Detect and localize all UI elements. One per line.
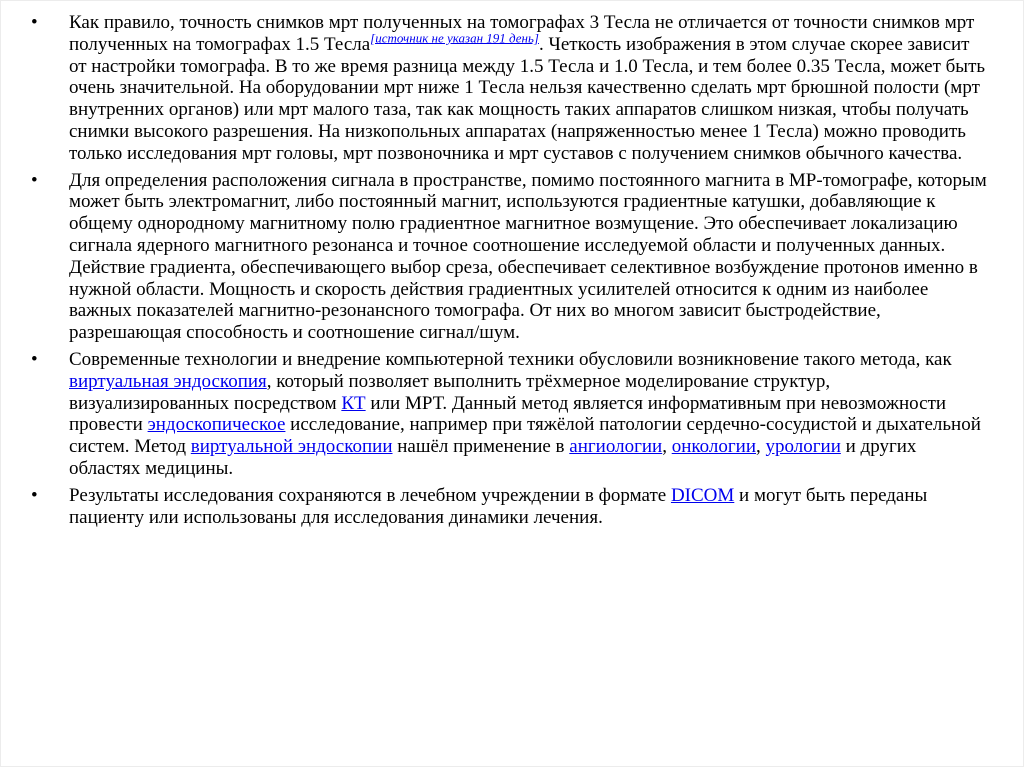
dicom-link[interactable]: DICOM — [670, 484, 735, 506]
oncology-link[interactable]: онкологии — [671, 436, 756, 458]
text-span: Как правило, точность снимков мрт полученных на томографах 3 Тесла не отличается от точности снимков мрт полученных на томографах 1.5 Тесла — [69, 12, 975, 55]
text-span: и других областях медицины. — [69, 436, 917, 479]
text-span: . Четкость изображения в этом случае скорее зависит от настройки томографа. В то же время разница между 1.5 Тесла и 1.0 Тесла, и тем более 0.35 Тесла, может быть очень значительной. На оборудовании мрт ниже 1 Тесла нельзя качественно сделать мрт брюшной полости (мрт внутренних органов) или мрт малого таза, так как мощность таких аппаратов слишком низкая, чтобы получать снимки высокого разрешения. На низкопольных аппаратах (напряженностью менее 1 Тесла) можно проводить только исследования мрт головы, мрт позвоночника и мрт суставов с получением снимков обычного качества. — [69, 33, 986, 164]
bullet-item — [31, 12, 989, 165]
text-span: Для определения расположения сигнала в пространстве, помимо постоянного магнита в МР-томографе, которым может быть электромагнит, либо постоянный магнит, используются градиентные катушки, добавляющие к общему однородному магнитному полю градиентное магнитное возмущение. Это обеспечивает локализацию сигнала ядерного магнитного резонанса и точное соотношение исследуемой области и полученных данных. Действие градиента, обеспечивающего выбор среза, обеспечивает селективное возбуждение протонов именно в нужной области. Мощность и скорость действия градиентных усилителей относится к одним из наиболее важных показателей магнитно-резонансного томографа. От них во многом зависит быстродействие, разрешающая способность и соотношение сигнал/шум. — [69, 169, 987, 344]
bullet-icon: • — [31, 484, 38, 506]
text-span: Результаты исследования сохраняются в лечебном учреждении в формате — [69, 484, 671, 506]
bullet-icon: • — [31, 12, 38, 33]
text-span: нашёл применение в — [392, 436, 570, 458]
slide-content — [1, 1, 1023, 528]
angiology-link[interactable]: ангиологии — [569, 436, 663, 458]
ct-link[interactable]: КТ — [341, 392, 366, 414]
endoscopic-link[interactable]: эндоскопическое — [147, 414, 286, 436]
text-span: , который позволяет выполнить трёхмерное моделирование структур, визуализированных посредством — [69, 370, 831, 414]
bullet-icon: • — [31, 348, 38, 370]
bullet-text — [69, 485, 927, 528]
text-span: Современные технологии и внедрение компьютерной техники обусловили возникновение такого метода, как — [69, 348, 952, 370]
text-span: и могут быть переданы пациенту или использованы для исследования динамики лечения. — [69, 484, 928, 528]
bullet-list — [31, 12, 989, 528]
bullet-item — [31, 485, 989, 529]
text-span: , — [756, 436, 766, 458]
bullet-icon: • — [31, 169, 38, 191]
citation-needed-link[interactable]: [источник не указан 191 день] — [370, 30, 539, 46]
bullet-text — [69, 170, 987, 344]
text-span: исследование, например при тяжёлой патологии сердечно-сосудистой и дыхательной систем. Метод — [69, 414, 981, 458]
urology-link[interactable]: урологии — [765, 436, 841, 458]
virtual-endoscopy-link[interactable]: виртуальная эндоскопия — [69, 370, 267, 392]
bullet-item — [31, 170, 989, 344]
bullet-text — [69, 12, 985, 164]
text-span: или МРТ. Данный метод является информативным при невозможности провести — [69, 392, 947, 436]
bullet-text — [69, 349, 981, 479]
virtual-endoscopy-link-2[interactable]: виртуальной эндоскопии — [190, 436, 393, 458]
bullet-item — [31, 349, 989, 480]
text-span: , — [662, 436, 672, 458]
